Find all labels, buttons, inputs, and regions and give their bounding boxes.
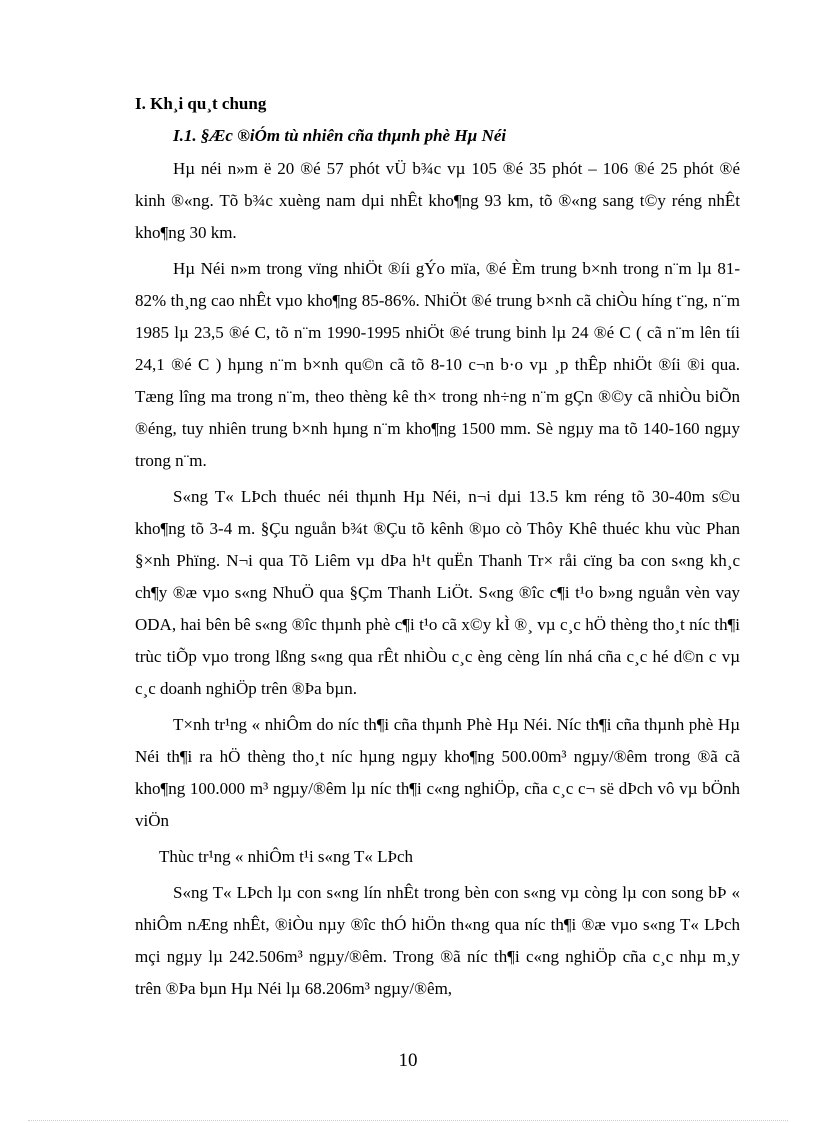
paragraph-pollution: S«ng T« LÞch lµ con s«ng lín nhÊt trong bèn con s«ng vµ còng lµ con song bÞ « nhiÔm nÆng nhÊt, ®iÒu nµy ®îc thÓ hiÖn th«ng qua níc th¶i ®æ vµo s«ng T« LÞch mçi ngµy lµ 242.506m³ ngµy/®êm. Trong ®ã níc th¶i c«ng nghiÖp cña c¸c nhµ m¸y trên ®Þa bµn Hµ Néi lµ 68.206m³ ngµy/®êm, bbox=[135, 883, 740, 998]
section-heading: I. Kh¸i qu¸t chung bbox=[135, 94, 267, 113]
paragraph-climate: Hµ Néi n»m trong vïng nhiÖt ®íi gÝo mïa, ®é Èm trung b×nh trong n¨m lµ 81-82% th¸ng cao nhÊt vµo kho¶ng 85-86%. NhiÖt ®é trung b×nh cã chiÒu híng t¨ng, n¨m 1985 lµ 23,5 ®é C, tõ n¨m 1990-1995 nhiÖt ®é trung binh lµ 24 ®é C ( cã n¨m lên tíi 24,1 ®é C ) hµng n¨m b×nh qu©n cã tõ 8-10 c¬n b·o vµ ¸p thÊp nhiÖt ®íi ®i qua. Tæng lîng ma trong n¨m, theo thèng kê th× trong nh÷ng n¨m gÇn ®©y cã nhiÒu biÕn ®éng, tuy nhiên trung b×nh hµng n¨m kho¶ng 1500 mm. Sè ngµy ma tõ 140-160 ngµy trong n¨m. bbox=[135, 259, 740, 470]
subsection-title: Thùc tr¹ng « nhiÔm t¹i s«ng T« LÞch bbox=[159, 847, 414, 866]
paragraph-location: Hµ néi n»m ë 20 ®é 57 phót vÜ b¾c vµ 105 ®é 35 phót – 106 ®é 25 phót ®é kinh ®«ng. Tõ b¾c xuèng nam dµi nhÊt kho¶ng 93 km, tõ ®«ng sang t©y réng nhÊt kho¶ng 30 km. bbox=[135, 159, 740, 242]
paragraph-river: S«ng T« LÞch thuéc néi thµnh Hµ Néi, n¬i dµi 13.5 km réng tõ 30-40m s©u kho¶ng tõ 3-4 m. §Çu nguån b¾t ®Çu tõ kênh ®µo cò Thôy Khê thuéc khu vùc Phan §×nh Phïng. N¬i qua Tõ Liêm vµ dÞa h¹t quËn Thanh Tr× råi cïng ba con s«ng kh¸c ch¶y ®æ vµo s«ng NhuÖ qua §Çm Thanh LiÖt. S«ng ®îc c¶i t¹o b»ng nguån vèn vay ODA, hai bên bê s«ng ®îc thµnh phè c¶i t¹o cã x©y kÌ ®¸ vµ c¸c hÖ thèng tho¸t níc th¶i trùc tiÕp vµo trong lßng s«ng qua rÊt nhiÒu c¸c èng cèng lín nhá cña c¸c hé d©n c vµ c¸c doanh nghiÖp trên ®Þa bµn. bbox=[135, 487, 740, 698]
paragraph-wastewater: T×nh tr¹ng « nhiÔm do níc th¶i cña thµnh Phè Hµ Néi. Níc th¶i cña thµnh phè Hµ Néi th¶i ra hÖ thèng tho¸t níc hµng ngµy kho¶ng 500.00m³ ngµy/®êm trong ®ã cã kho¶ng 100.000 m³ ngµy/®êm lµ níc th¶i c«ng nghiÖp, cña c¸c c¬ së dÞch vô vµ bÖnh viÖn bbox=[135, 715, 740, 830]
subsection-heading: I.1. §Æc ®iÓm tù nhiên cña thµnh phè Hµ Néi bbox=[173, 126, 507, 145]
footer-divider bbox=[28, 1120, 788, 1121]
document-body bbox=[135, 93, 740, 1005]
page-number: 10 bbox=[398, 1050, 418, 1071]
